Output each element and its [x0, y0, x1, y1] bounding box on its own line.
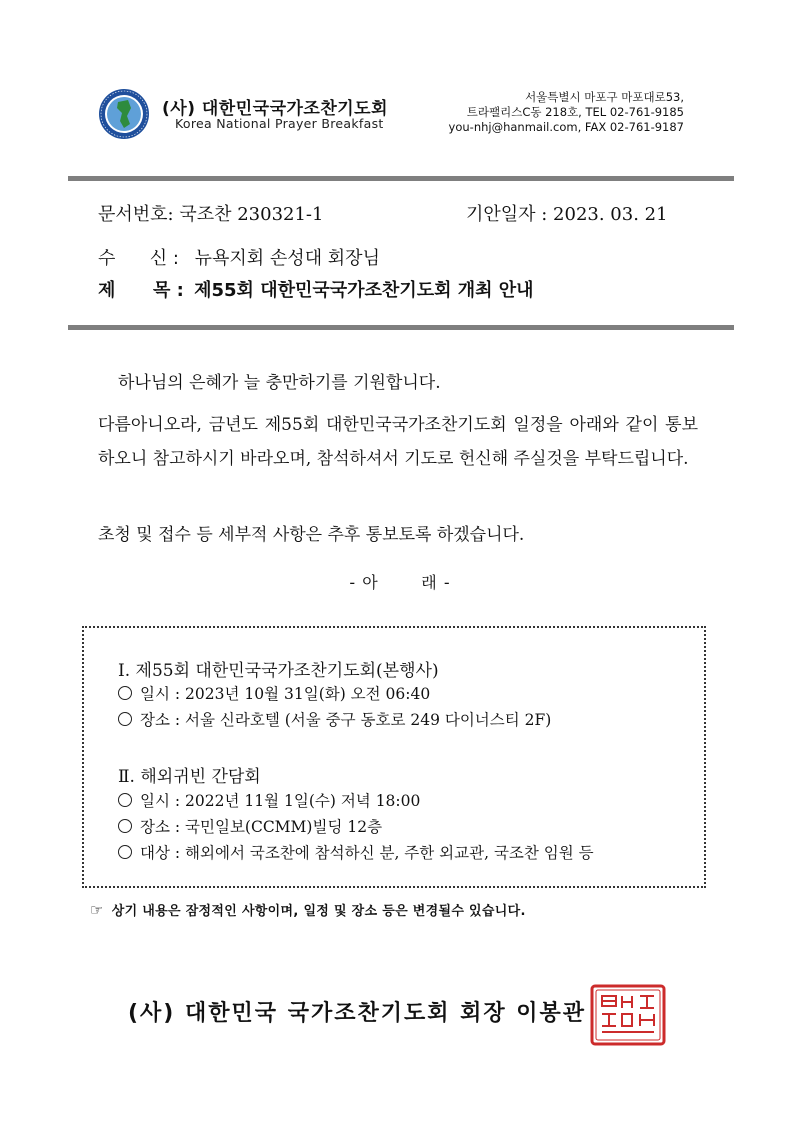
circle-bullet-icon — [118, 712, 132, 726]
section1-title: Ⅰ. 제55회 대한민국국가조찬기도회(본행사) — [118, 661, 439, 681]
list-item — [118, 682, 430, 704]
recipient-line — [98, 244, 380, 270]
below-heading: - 아 래 - — [349, 573, 451, 592]
list-item — [118, 789, 420, 811]
draft-date: 기안일자 : 2023. 03. 21 — [466, 204, 668, 225]
signature-text: (사) 대한민국 국가조찬기도회 회장 이봉관 — [128, 1001, 587, 1026]
org-name-en: Korea National Prayer Breakfast — [175, 116, 384, 131]
address-line: you-nhj@hanmail.com, FAX 02-761-9187 — [448, 120, 684, 134]
pointing-hand-icon: ☞ — [90, 901, 104, 919]
list-item-text: 일시 : 2022년 11월 1일(수) 저녁 18:00 — [140, 792, 421, 810]
circle-bullet-icon — [118, 845, 132, 859]
address-line: 트라팰리스C동 218호, TEL 02-761-9185 — [466, 105, 684, 119]
greeting: 하나님의 은혜가 늘 충만하기를 기원합니다. — [118, 373, 441, 393]
circle-bullet-icon — [118, 819, 132, 833]
header-divider — [68, 176, 734, 181]
circle-bullet-icon — [118, 686, 132, 700]
document-number: 문서번호: 국조찬 230321-1 — [98, 204, 324, 225]
list-item-text: 대상 : 해외에서 국조찬에 참석하신 분, 주한 외교관, 국조찬 임원 등 — [140, 844, 594, 862]
org-name-ko: (사) 대한민국국가조찬기도회 — [162, 99, 389, 119]
notice-line — [90, 900, 526, 919]
list-item-text: 일시 : 2023년 10월 31일(화) 오전 06:40 — [140, 685, 431, 703]
main-paragraph: 다름아니오라, 금년도 제55회 대한민국국가조찬기도회 일정을 아래와 같이 통보하오니 참고하시기 바라오며, 참석하셔서 기도로 헌신해 주실것을 부탁드립니다. — [98, 415, 698, 469]
subject-value: 제55회 대한민국국가조찬기도회 개최 안내 — [194, 280, 534, 301]
org-logo-emblem — [98, 88, 150, 140]
recipient-value: 뉴욕지회 손성대 회장님 — [194, 248, 380, 269]
meta-divider — [68, 325, 734, 330]
followup-paragraph: 초청 및 접수 등 세부적 사항은 추후 통보토록 하겠습니다. — [98, 525, 525, 545]
subject-label: 제 목 : — [98, 280, 184, 301]
notice-text: 상기 내용은 잠정적인 사항이며, 일정 및 장소 등은 변경될수 있습니다. — [111, 904, 526, 919]
list-item-text: 장소 : 서울 신라호텔 (서울 중구 동호로 249 다이너스티 2F) — [140, 711, 552, 729]
subject-line — [98, 276, 534, 302]
recipient-label: 수 신 : — [98, 248, 179, 269]
list-item-text: 장소 : 국민일보(CCMM)빌딩 12층 — [140, 818, 383, 836]
list-item — [118, 841, 594, 863]
list-item — [118, 708, 551, 730]
circle-bullet-icon — [118, 793, 132, 807]
section2-title: Ⅱ. 해외귀빈 간담회 — [118, 767, 261, 787]
list-item — [118, 815, 382, 837]
address-line: 서울특별시 마포구 마포대로53, — [525, 90, 684, 104]
org-address — [449, 90, 684, 135]
official-seal-stamp — [590, 984, 666, 1046]
